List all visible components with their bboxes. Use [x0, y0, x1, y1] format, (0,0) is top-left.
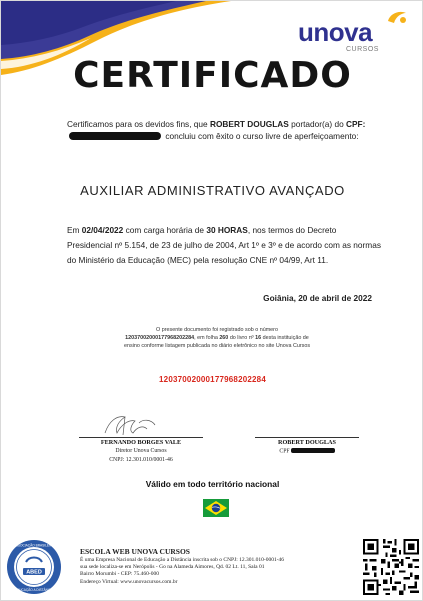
registry-code-highlight: 12037002000177968202284	[159, 375, 266, 384]
registry-text-3: do livro nº	[229, 335, 254, 341]
school-footer	[80, 547, 364, 586]
logo-wordmark: unova	[298, 17, 373, 47]
student-signature-name: ROBERT DOUGLAS	[278, 439, 336, 446]
logo-subtitle: CURSOS	[346, 46, 379, 53]
qr-code-icon	[363, 539, 419, 595]
body-text-2: com carga horária de	[125, 225, 205, 235]
director-name: FERNANDO BORGES VALE	[100, 439, 182, 446]
body-text-3: , nos termos do Decreto Presidencial nº 5.154, de 23 de julho de 2004, Art 1º e 3º e de acordo com as normas do Ministério da Educação (MEC) pela resolução CNE nº 04/99, Art 11.	[67, 225, 381, 265]
footer-line-2: sua sede localiza-se em Nerópolis - Go na Alameda Aimores, Qd. 02 Lt. 11, Sala 01	[80, 564, 265, 571]
registry-text-2: , em folha	[194, 335, 218, 341]
signature-line	[79, 437, 203, 438]
footer-line-4: Endereço Virtual: www.unovacursos.com.br	[80, 578, 178, 585]
svg-text:EDUCAÇÃO A DISTÂNCIA: EDUCAÇÃO A DISTÂNCIA	[14, 588, 54, 592]
student-cpf-label: CPF	[279, 448, 290, 455]
signature-line	[255, 437, 359, 438]
student-signature-block	[255, 409, 359, 469]
registry-notice	[121, 326, 313, 350]
director-signature-block	[79, 409, 203, 469]
registry-text-4: desta instituição de ensino conforme listagem publicada no diário eletrônico no site Unova Cursos	[123, 335, 311, 349]
intro-paragraph	[67, 118, 387, 142]
workload: 30 HORAS	[206, 225, 248, 235]
abed-seal-icon	[5, 538, 63, 596]
footer-title: ESCOLA WEB UNOVA CURSOS	[80, 547, 190, 556]
intro-text-3: concluiu com êxito o curso livre de aperfeiçoamento:	[165, 131, 359, 141]
start-date: 02/04/2022	[81, 225, 124, 235]
intro-text-1: Certificamos para os devidos fins, que	[67, 119, 208, 129]
certificate-title: CERTIFICADO	[73, 55, 352, 96]
brazil-flag-icon	[203, 499, 229, 517]
footer-line-3: Bairro Morumbi - CEP: 75.460-000	[80, 571, 159, 578]
svg-text:ASSOCIAÇÃO BRASILEIRA: ASSOCIAÇÃO BRASILEIRA	[13, 543, 55, 548]
registry-folha: 260	[219, 335, 229, 341]
body-text-1: Em	[67, 225, 80, 235]
director-role: Diretor Unova Cursos	[115, 448, 167, 454]
student-name: ROBERT DOUGLAS	[209, 119, 289, 129]
student-cpf-line	[255, 448, 359, 455]
registry-livro: 16	[255, 335, 262, 341]
course-details-paragraph	[67, 223, 382, 268]
registry-text-1: O presente documento foi registrado sob o número	[156, 327, 278, 333]
svg-text:ABED: ABED	[26, 569, 42, 576]
director-cnpj: CNPJ: 12.301.010/0001-46	[109, 457, 173, 463]
validity-statement: Válido em todo território nacional	[145, 479, 280, 489]
cpf-label: CPF:	[346, 119, 366, 129]
footer-line-1: É uma Empresa Nacional de Educação a Distância inscrita sob o CNPJ: 12.301.010-0001-46	[80, 557, 285, 563]
registry-number: 12037002000177968202284	[125, 335, 195, 341]
unova-logo	[296, 7, 408, 57]
intro-text-2: portador(a) do	[291, 119, 344, 129]
cpf-redaction-bar	[69, 132, 161, 140]
student-cpf-redaction-bar	[291, 448, 335, 453]
handwritten-signature-icon	[95, 411, 165, 439]
issue-place-date: Goiânia, 20 de abril de 2022	[263, 293, 372, 303]
logo-swoosh-icon	[386, 9, 408, 27]
course-name: AUXILIAR ADMINISTRATIVO AVANÇADO	[80, 183, 345, 198]
